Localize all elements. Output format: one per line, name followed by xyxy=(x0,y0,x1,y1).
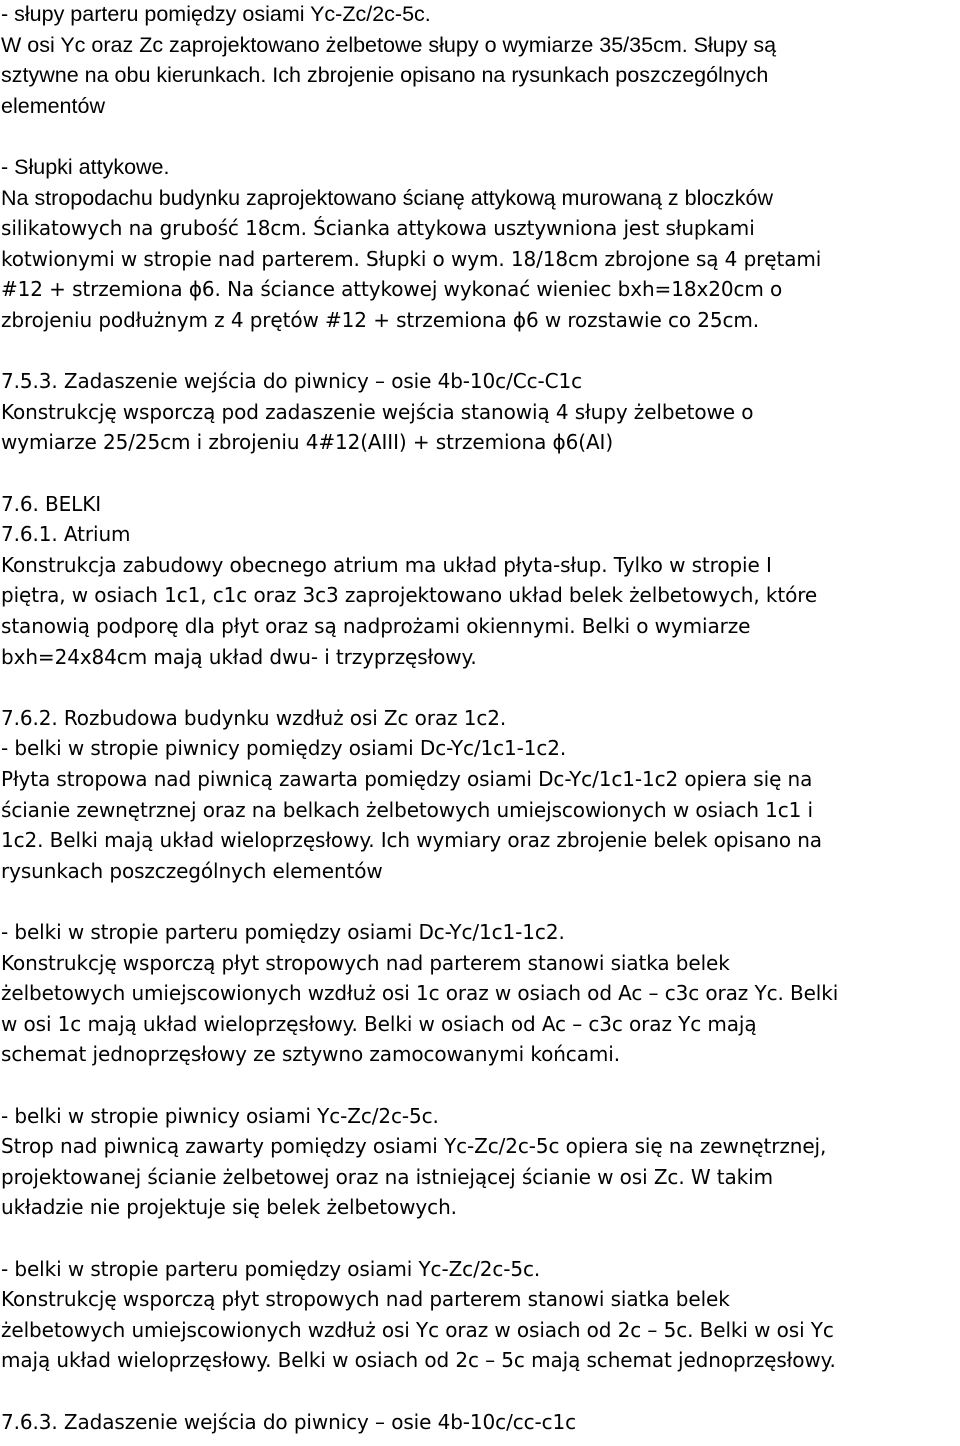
text-line: W osi Yc oraz Zc zaprojektowano żelbetowe słupy o wymiarze 35/35cm. Słupy są xyxy=(1,32,777,57)
text-line: stanowią podporę dla płyt oraz są nadprożami okiennymi. Belki o wymiarze xyxy=(1,614,751,638)
text-line: żelbetowych umiejscowionych wzdłuż osi 1c oraz w osiach od Ac – c3c oraz Yc. Belki xyxy=(1,981,839,1006)
text-line: - Słupki attykowe. xyxy=(1,155,170,179)
text-line: Strop nad piwnicą zawarty pomiędzy osiami Yc-Zc/2c-5c opiera się na zewnętrznej, xyxy=(1,1134,827,1159)
text-line: - słupy parteru pomiędzy osiami Yc-Zc/2c-5c. xyxy=(1,2,431,26)
text-line: projektowanej ścianie żelbetowej oraz na istniejącej ścianie w osi Zc. W takim xyxy=(1,1164,773,1189)
text-line: 7.6.3. Zadaszenie wejścia do piwnicy – osie 4b-10c/cc-c1c xyxy=(1,1409,577,1434)
text-line: zbrojeniu podłużnym z 4 prętów #12 + strzemiona ϕ6 w rozstawie co 25cm. xyxy=(1,308,760,332)
text-line: 7.6.1. Atrium xyxy=(1,522,131,547)
text-line: kotwionymi w stropie nad parterem. Słupki o wym. 18/18cm zbrojone są 4 prętami xyxy=(1,246,822,271)
text-line: żelbetowych umiejscowionych wzdłuż osi Yc oraz w osiach od 2c – 5c. Belki w osi Yc xyxy=(1,1317,834,1342)
text-line: Na stropodachu budynku zaprojektowano ścianę attykową murowaną z bloczków xyxy=(1,185,774,210)
text-line: Konstrukcję wsporczą pod zadaszenie wejścia stanowią 4 słupy żelbetowe o xyxy=(1,399,754,424)
text-line: 1c2. Belki mają układ wieloprzęsłowy. Ich wymiary oraz zbrojenie belek opisano na xyxy=(1,828,822,853)
text-line: Konstrukcja zabudowy obecnego atrium ma układ płyta-słup. Tylko w stropie I xyxy=(1,552,772,577)
text-line: ścianie zewnętrznej oraz na belkach żelbetowych umiejscowionych w osiach 1c1 i xyxy=(1,797,814,822)
text-line: sztywne na obu kierunkach. Ich zbrojenie opisano na rysunkach poszczególnych xyxy=(1,63,769,88)
text-line: Płyta stropowa nad piwnicą zawarta pomiędzy osiami Dc-Yc/1c1-1c2 opiera się na xyxy=(1,767,813,791)
text-line: w osi 1c mają układ wieloprzęsłowy. Belki w osiach od Ac – c3c oraz Yc mają xyxy=(1,1011,757,1036)
text-line: mają układ wieloprzęsłowy. Belki w osiach od 2c – 5c mają schemat jednoprzęsłowy. xyxy=(1,1348,836,1373)
text-line: układzie nie projektuje się belek żelbetowych. xyxy=(1,1195,457,1220)
text-line: Konstrukcję wsporczą płyt stropowych nad parterem stanowi siatka belek xyxy=(1,1287,730,1312)
text-line: rysunkach poszczególnych elementów xyxy=(1,858,383,883)
text-line: 7.5.3. Zadaszenie wejścia do piwnicy – osie 4b-10c/Cc-C1c xyxy=(1,369,582,394)
text-line: piętra, w osiach 1c1, c1c oraz 3c3 zaprojektowano układ belek żelbetowych, które xyxy=(1,583,818,608)
text-line: - belki w stropie parteru pomiędzy osiami Yc-Zc/2c-5c. xyxy=(1,1256,541,1281)
text-line: Konstrukcję wsporczą płyt stropowych nad parterem stanowi siatka belek xyxy=(1,950,730,975)
text-line: #12 + strzemiona ϕ6. Na ściance attykowej wykonać wieniec bxh=18x20cm o xyxy=(1,277,783,302)
text-line: 7.6. BELKI xyxy=(1,491,102,516)
text-line: schemat jednoprzęsłowy ze sztywno zamocowanymi końcami. xyxy=(1,1042,620,1067)
text-line: bxh=24x84cm mają układ dwu- i trzyprzęsłowy. xyxy=(1,644,477,669)
text-line: 7.6.2. Rozbudowa budynku wzdłuż osi Zc oraz 1c2. xyxy=(1,705,507,730)
text-line: - belki w stropie piwnicy osiami Yc-Zc/2c-5c. xyxy=(1,1103,439,1128)
text-line: - belki w stropie piwnicy pomiędzy osiami Dc-Yc/1c1-1c2. xyxy=(1,736,567,761)
text-line: - belki w stropie parteru pomiędzy osiami Dc-Yc/1c1-1c2. xyxy=(1,920,565,944)
text-line: elementów xyxy=(1,93,105,118)
text-line: silikatowych na grubość 18cm. Ścianka attykowa usztywniona jest słupkami xyxy=(1,216,755,241)
text-line: wymiarze 25/25cm i zbrojeniu 4#12(AIII) + strzemiona ϕ6(AI) xyxy=(1,430,614,455)
